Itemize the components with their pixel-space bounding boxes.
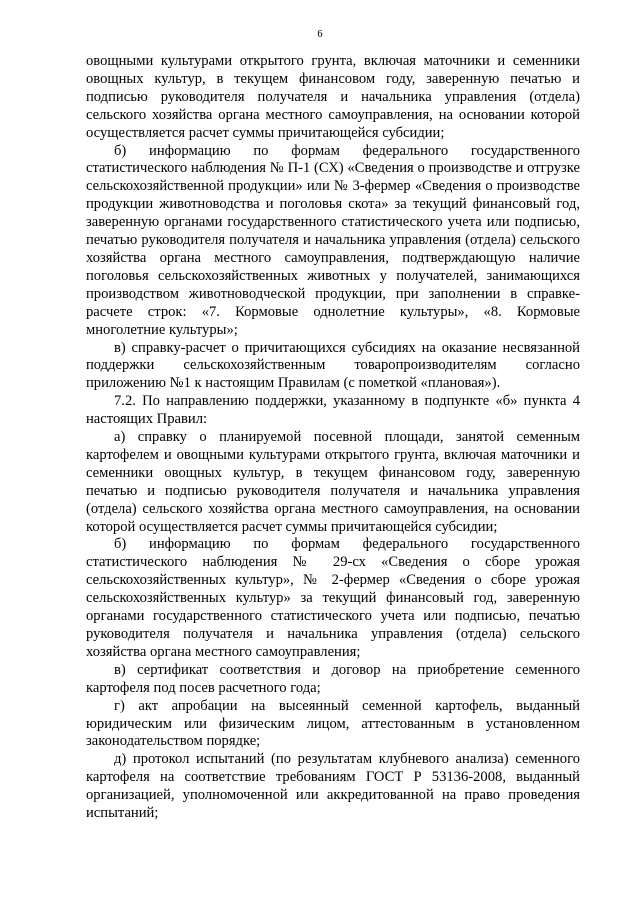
paragraph-continuation: овощными культурами открытого грунта, включая маточники и семенники овощных культур, в текущем финансовом году, заверенную печатью и подписью руководителя получателя и начальника управления (отдела) сельского хозяйства органа местного самоуправления, на основании которой осуществляется расчет суммы причитающейся субсидии; (86, 53, 580, 141)
paragraph-item-g-approbation: г) акт апробации на высеянный семенной картофель, выданный юридическим или физическим лицом, аттестованным в установленном законодательством порядке; (86, 697, 580, 750)
paragraph-item-d-test-protocol: д) протокол испытаний (по результатам клубневого анализа) семенного картофеля на соответствие требованиям ГОСТ Р 53136-2008, выданный организацией, уполномоченной или аккредитованной на право проведения испытаний; (86, 751, 580, 822)
page-number: 6 (317, 29, 323, 40)
paragraph-item-b-harvest-stats: б) информацию по формам федерального государственного статистического наблюдения № 29-сх «Сведения о сборе урожая сельскохозяйственных культур», № 2-фермер «Сведения о сборе урожая сельскохозяйственных культур» за текущий финансовый год, заверенную органами государственного статистического учета или подписью, печатью руководителя получателя и начальника управления (отдела) сельского хозяйства органа местного самоуправления; (86, 536, 580, 660)
paragraph-item-v-certificate: в) сертификат соответствия и договор на приобретение семенного картофеля под посев расчетного года; (86, 661, 580, 696)
paragraph-item-b-statistics: б) информацию по формам федерального государственного статистического наблюдения № П-1 (СХ) «Сведения о производстве и отгрузке сельскохозяйственной продукции» или № 3-фермер «Сведения о производстве продукции животноводства и поголовья скота» за текущий финансовый год, заверенную органами государственного статистического учета или подписью, печатью руководителя получателя и начальника управления (отдела) сельского хозяйства органа местного самоуправления, подтверждающую наличие поголовья сельскохозяйственных животных у получателей, занимающихся производством животноводческой продукции, при заполнении в справке-расчете строк: «7. Кормовые однолетние культуры», «8. Кормовые многолетние культуры»; (86, 142, 580, 338)
document-body (86, 53, 580, 823)
paragraph-item-a-sowing-area: а) справку о планируемой посевной площади, занятой семенным картофелем и овощными культурами открытого грунта, включая маточники и семенники овощных культур, в текущем финансовом году, заверенную печатью и подписью руководителя получателя и начальника управления (отдела) сельского хозяйства органа местного самоуправления, на основании которой осуществляется расчет суммы причитающейся субсидии; (86, 429, 580, 535)
paragraph-item-v-calculation: в) справку-расчет о причитающихся субсидиях на оказание несвязанной поддержки сельскохозяйственным товаропроизводителям согласно приложению №1 к настоящим Правилам (с пометкой «плановая»). (86, 339, 580, 392)
paragraph-section-7-2: 7.2. По направлению поддержки, указанному в подпункте «б» пункта 4 настоящих Правил: (86, 393, 580, 428)
